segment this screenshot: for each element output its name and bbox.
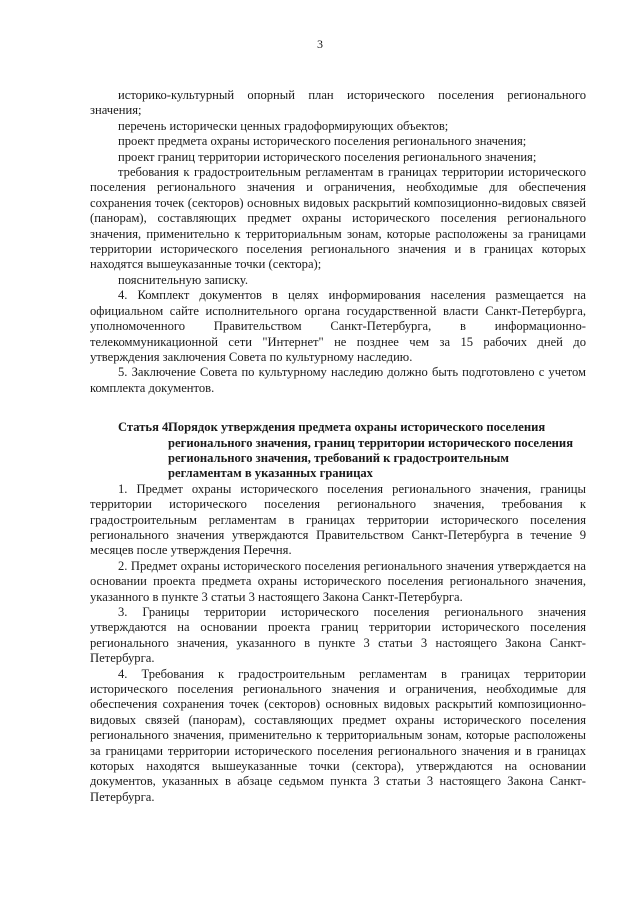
document-body [90,88,586,805]
article3-continuation [90,88,586,396]
list-item-proekt-predmeta: проект предмета охраны исторического поселения регионального значения; [118,134,527,149]
article-heading [90,420,586,482]
article4-point-2: 2. Предмет охраны исторического поселения регионального значения утверждается на основании проекта предмета охраны исторического поселения регионального значения, указанного в пункте 3 статьи 3 настоящего Закона Санкт-Петербурга. [90,558,586,604]
paragraph-point-4: 4. Комплект документов в целях информирования населения размещается на официальном сайте исполнительного органа государственной власти Санкт-Петербурга, уполномоченного Правительством Санкт-Петербурга, в информационно-телекоммуникационной сети "Интернет" не позднее чем за 15 рабочих дней до утверждения заключения Совета по культурному наследию. [90,288,586,364]
article4-point-1: 1. Предмет охраны исторического поселения регионального значения, границы территории исторического поселения регионального значения, требования к градостроительным регламентам в границах территории исторического поселения регионального значения утверждаются Правительством Санкт-Петербурга в течение 9 месяцев после утверждения Перечня. [90,481,586,558]
list-item-perechen: перечень исторически ценных градоформирующих объектов; [118,118,449,133]
section-spacer [90,396,586,420]
article4-body [90,482,586,806]
article4-point-4: 4. Требования к градостроительным регламентам в границах территории исторического поселения регионального значения и ограничения, необходимые для обеспечения сохранения точек (секторов) основных видовых раскрытий композиционно-видовых связей (панорам), составляющих предмет охраны исторического поселения регионального значения, применительно к территориальным зонам, которые расположены за границами территории исторического поселения регионального значения и в границах которых находятся вышеуказанные точки (сектора), утверждаются на основании документов, указанных в абзаце седьмом пункта 3 статьи 3 настоящего Закона Санкт-Петербурга. [90,666,586,804]
list-item-zapiska: пояснительную записку. [118,272,248,287]
article-title: Порядок утверждения предмета охраны исторического поселения регионального значения, границ территории исторического поселения регионального значения, требований к градостроительным регламентам в указанных границах [168,420,574,481]
list-item-trebovaniya: требования к градостроительным регламентам в границах территории исторического поселения регионального значения и ограничения, необходимые для обеспечения сохранения точек (секторов) основных видовых раскрытий композиционно-видовых связей (панорам), составляющих предмет охраны исторического поселения регионального значения, применительно к территориальным зонам, которые расположены за границами территории исторического поселения регионального значения и в границах которых находятся вышеуказанные точки (сектора); [90,165,586,272]
list-item-opornyi-plan: историко-культурный опорный план исторического поселения регионального значения; [90,88,586,118]
paragraph-point-5: 5. Заключение Совета по культурному наследию должно быть подготовлено с учетом комплекта документов. [90,365,586,395]
page-number: 3 [317,37,323,51]
article-number: Статья 4. [118,420,172,435]
article4-point-3: 3. Границы территории исторического поселения регионального значения утверждаются на основании проекта границ территории исторического поселения регионального значения, указанного в пункте 3 статьи 3 настоящего Закона Санкт-Петербурга. [90,605,586,666]
list-item-proekt-granits: проект границ территории исторического поселения регионального значения; [118,149,537,164]
